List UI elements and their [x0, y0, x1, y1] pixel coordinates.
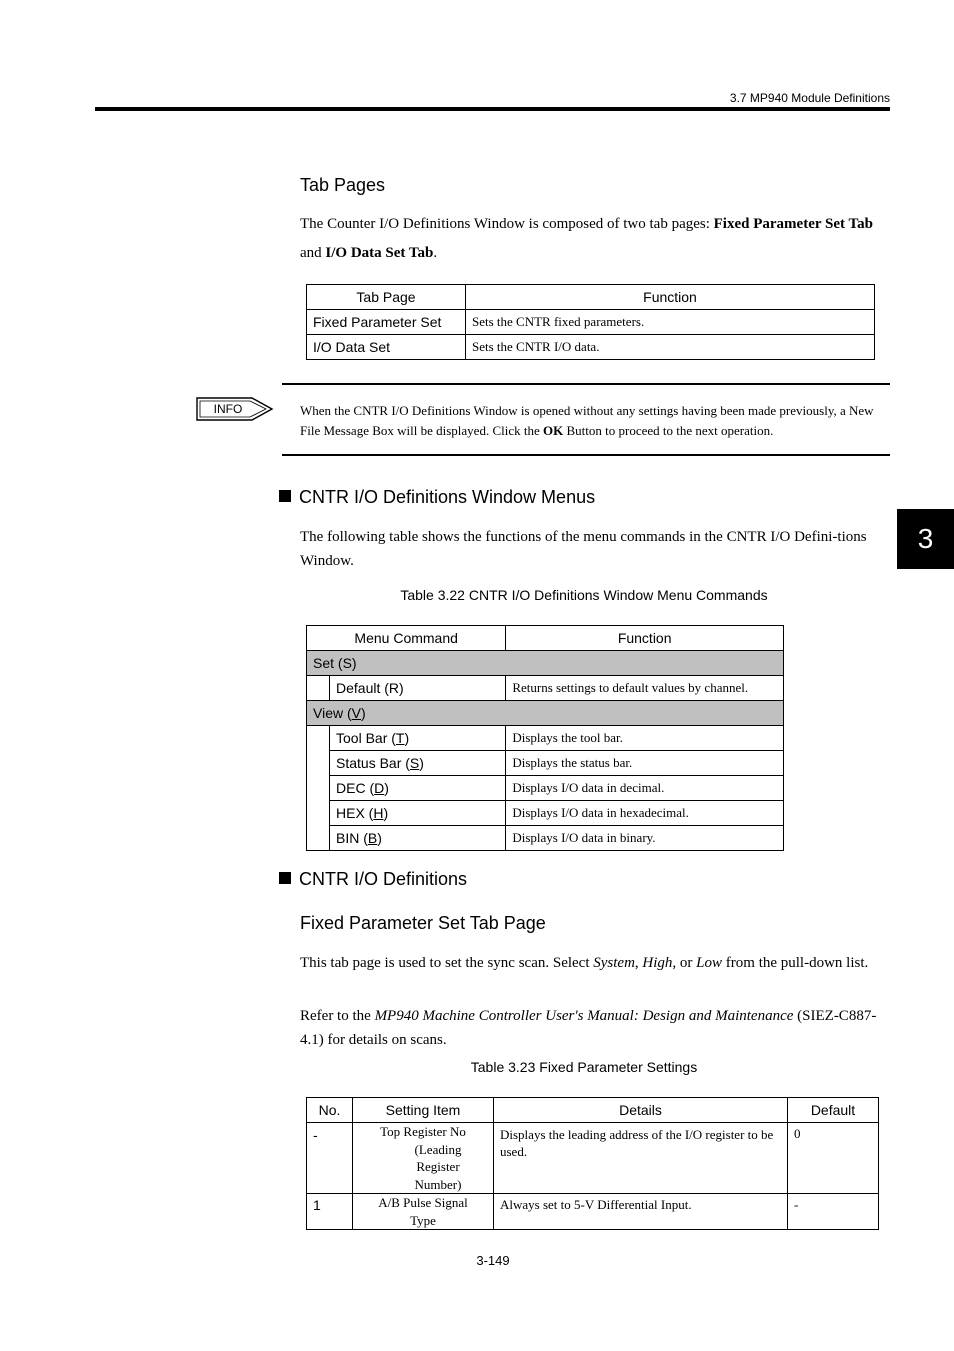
th-menu-command: Menu Command [307, 626, 506, 651]
table-row [307, 310, 875, 335]
cell: Sets the CNTR I/O data. [466, 335, 875, 360]
table-3-22-caption: Table 3.22 CNTR I/O Definitions Window Menu Commands [400, 587, 768, 603]
menu-group-label: Set (S) [307, 651, 784, 676]
cell: 1 [307, 1194, 353, 1230]
table-3-23-caption: Table 3.23 Fixed Parameter Settings [470, 1059, 698, 1075]
menus-heading: CNTR I/O Definitions Window Menus [279, 487, 595, 508]
cell: Top Register No (Leading Register Number) [353, 1123, 494, 1194]
menu-item-dec: DEC (D) [330, 776, 506, 801]
defs-heading: CNTR I/O Definitions [279, 869, 467, 890]
menu-group-view [307, 701, 784, 726]
menu-item-default: Default (R) [330, 676, 506, 701]
menu-item-tool-bar: Tool Bar (T) [330, 726, 506, 751]
info-icon [196, 396, 276, 422]
menu-item-hex: HEX (H) [330, 801, 506, 826]
cell: Displays the status bar. [506, 751, 784, 776]
running-header: 3.7 MP940 Module Definitions [729, 91, 890, 105]
cell: Always set to 5-V Differential Input. [494, 1194, 788, 1230]
table-row [307, 801, 784, 826]
table-row [307, 751, 784, 776]
table-row [307, 726, 784, 751]
square-bullet-icon [279, 872, 291, 884]
info-rule-top [282, 383, 890, 385]
th-function: Function [506, 626, 784, 651]
cell: - [307, 1123, 353, 1194]
cell: A/B Pulse Signal Type [353, 1194, 494, 1230]
cell: Displays the leading address of the I/O register to be used. [494, 1123, 788, 1194]
menu-item-status-bar: Status Bar (S) [330, 751, 506, 776]
table-row [307, 335, 875, 360]
table-row [307, 1123, 879, 1194]
chapter-tab: 3 [897, 509, 954, 569]
table-row [307, 676, 784, 701]
cell: 0 [788, 1123, 879, 1194]
square-bullet-icon [279, 490, 291, 502]
header-rule [95, 107, 890, 111]
table-row [307, 776, 784, 801]
table-row [307, 1194, 879, 1230]
cell: Returns settings to default values by channel. [506, 676, 784, 701]
fixed-param-heading: Fixed Parameter Set Tab Page [300, 913, 546, 933]
menu-group-set [307, 651, 784, 676]
tab-pages-heading: Tab Pages [300, 175, 386, 195]
page-number: 3-149 [476, 1253, 510, 1268]
fixed-parameter-table [306, 1097, 879, 1230]
cell: Displays the tool bar. [506, 726, 784, 751]
cell: - [788, 1194, 879, 1230]
th-tab-page: Tab Page [307, 285, 466, 310]
defs-para-1: This tab page is used to set the sync scan. Select System, High, or Low from the pull-down list. [300, 955, 869, 971]
cell: Fixed Parameter Set [307, 310, 466, 335]
menu-item-bin: BIN (B) [330, 826, 506, 851]
th-function: Function [466, 285, 875, 310]
cell: Displays I/O data in decimal. [506, 776, 784, 801]
cell: Sets the CNTR fixed parameters. [466, 310, 875, 335]
table-row [307, 826, 784, 851]
menu-commands-table [306, 625, 784, 851]
defs-para-2: Refer to the MP940 Machine Controller User's Manual: Design and Maintenance (SIEZ-C887-4.1) for details on scans. [300, 1008, 877, 1048]
info-rule-bottom [282, 454, 890, 456]
th-default: Default [788, 1098, 879, 1123]
th-no: No. [307, 1098, 353, 1123]
cell: Displays I/O data in hexadecimal. [506, 801, 784, 826]
info-note: When the CNTR I/O Definitions Window is opened without any settings having been made previously, a New File Message Box will be displayed. Click the OK Button to proceed to the next operation. [300, 403, 874, 438]
cell: I/O Data Set [307, 335, 466, 360]
menu-group-label: View (V) [307, 701, 784, 726]
tab-pages-table [306, 284, 875, 360]
svg-text:INFO: INFO [213, 402, 243, 416]
menus-intro: The following table shows the functions of the menu commands in the CNTR I/O Defini-tions Window. [300, 529, 867, 569]
cell: Displays I/O data in binary. [506, 826, 784, 851]
th-details: Details [494, 1098, 788, 1123]
tab-pages-intro: The Counter I/O Definitions Window is composed of two tab pages: Fixed Parameter Set Tab and I/O Data Set Tab. [300, 216, 873, 261]
th-setting-item: Setting Item [353, 1098, 494, 1123]
